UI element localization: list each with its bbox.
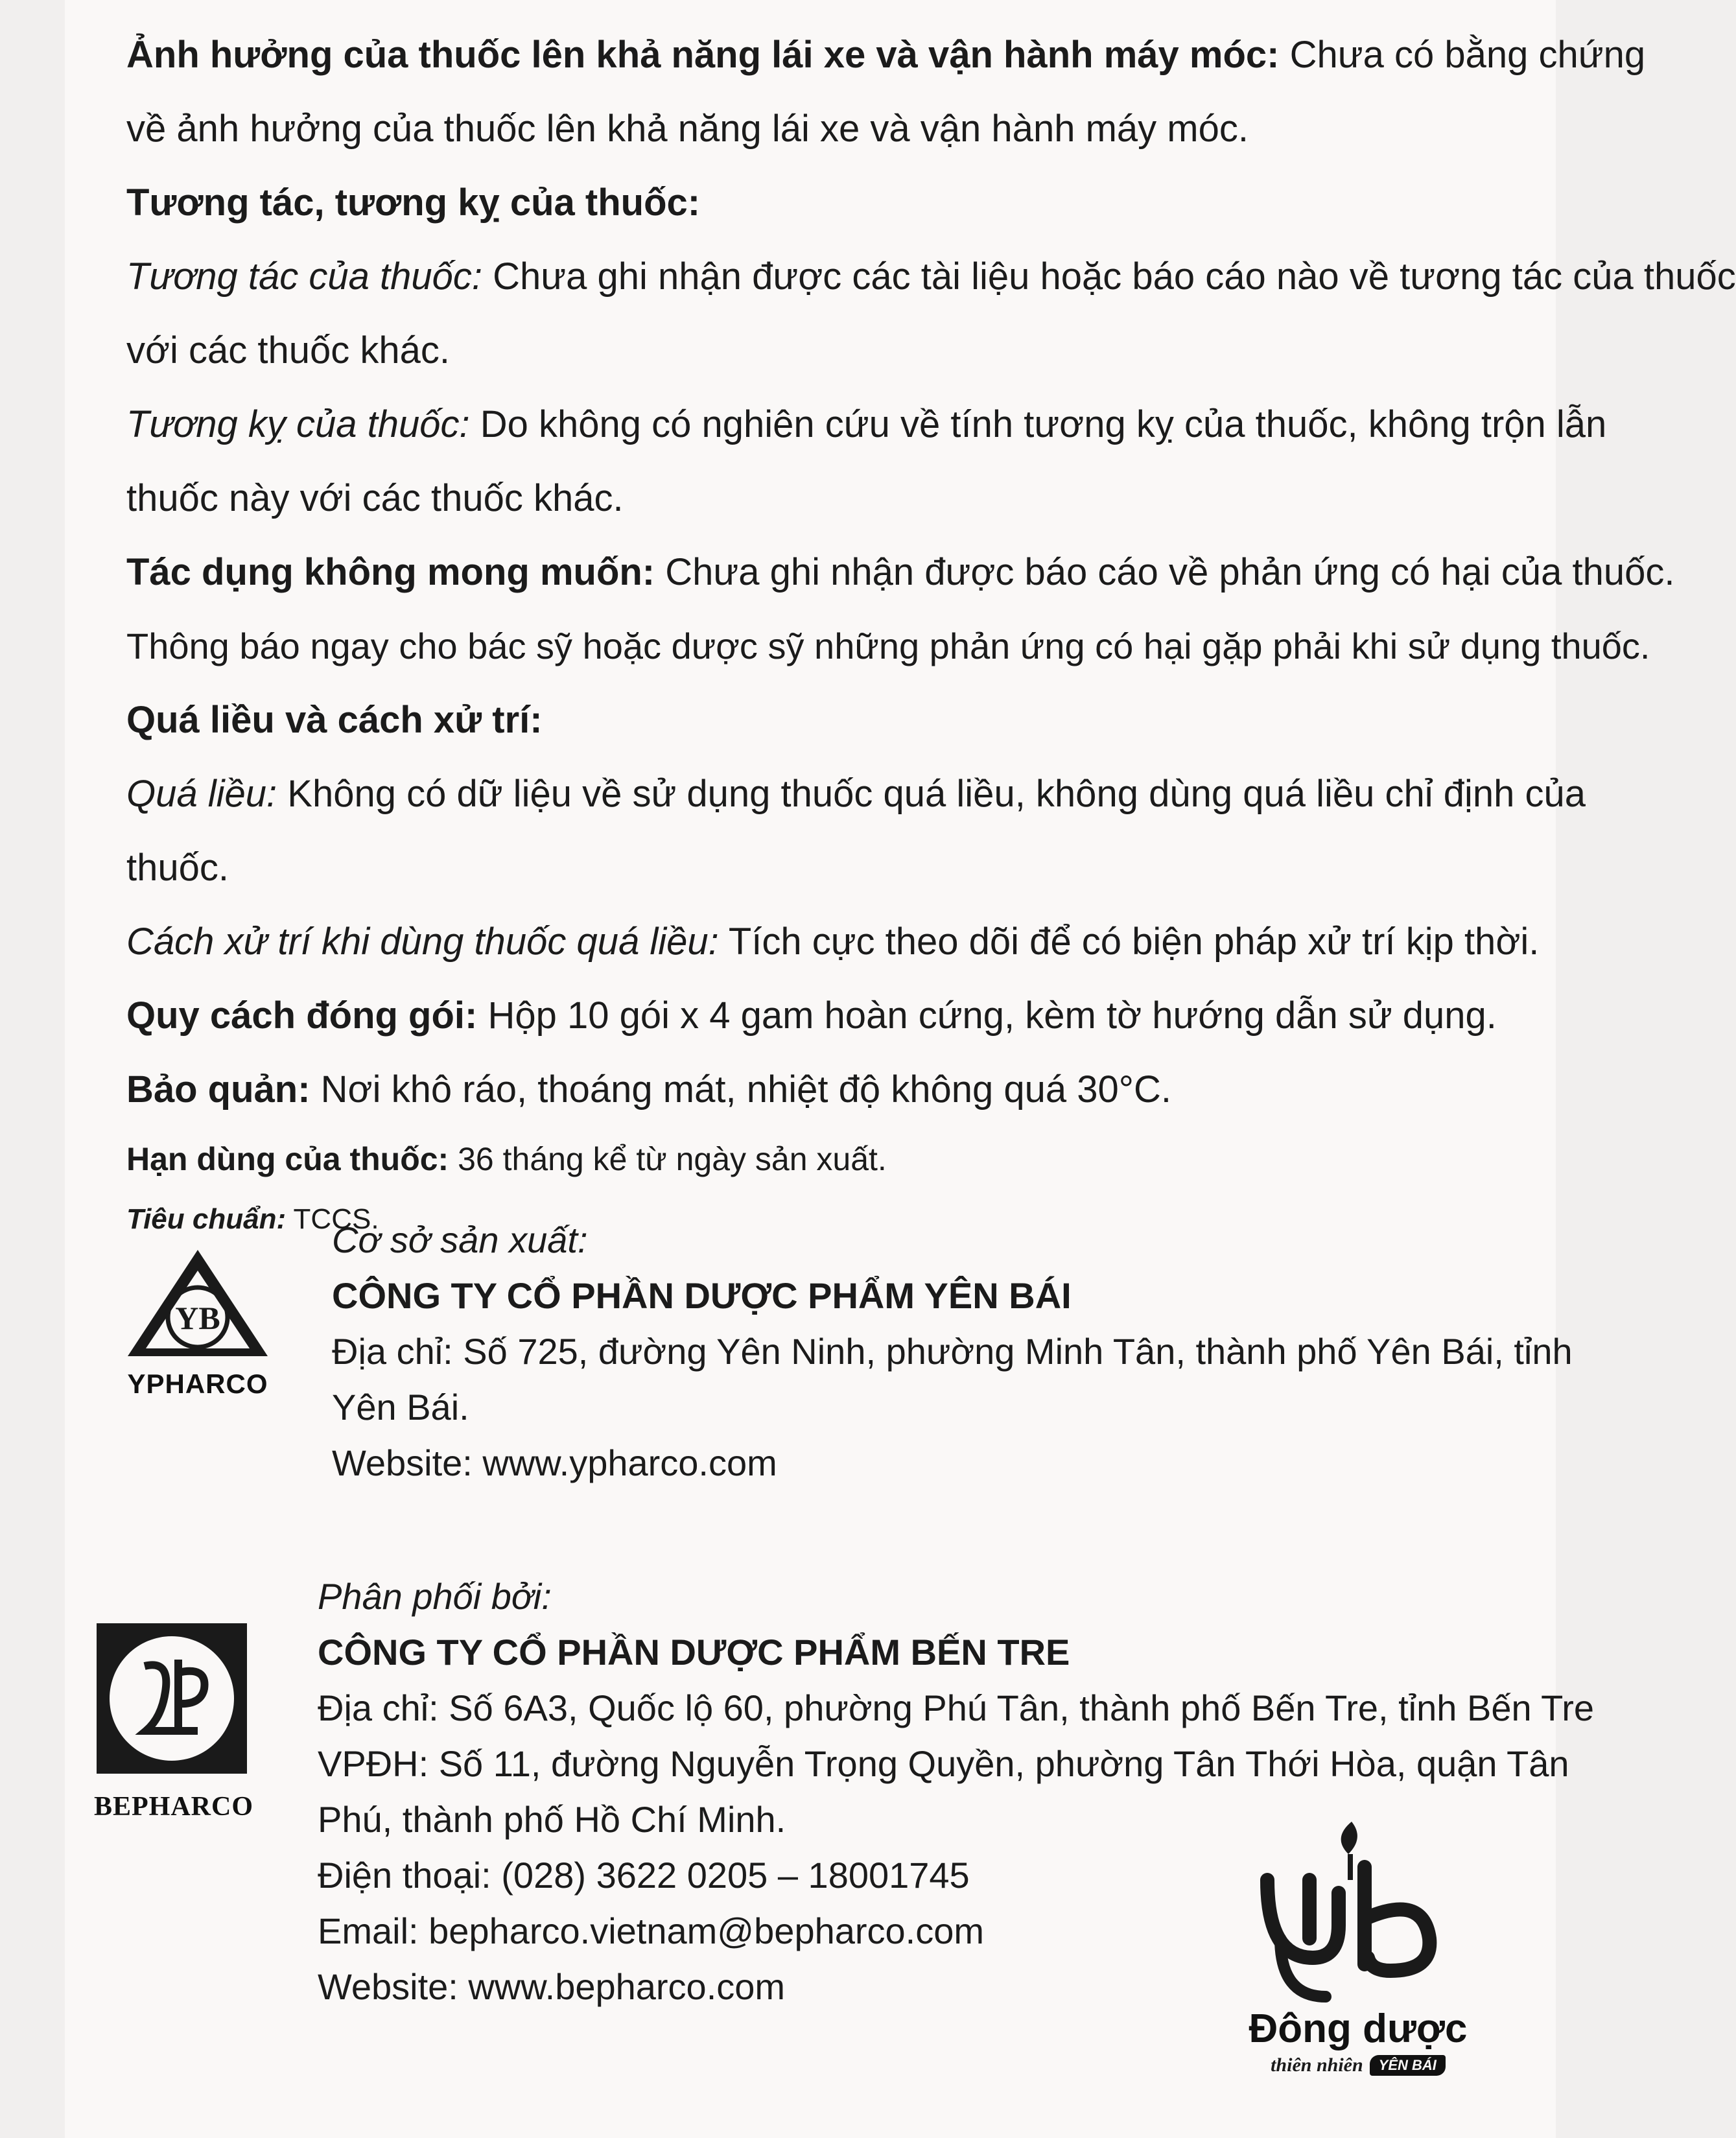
standard-label: Tiêu chuẩn:: [126, 1203, 287, 1235]
driving-line-1: [126, 18, 1646, 92]
bepharco-label: BEPHARCO: [94, 1792, 254, 1822]
side-effects-label: Tác dụng không mong muốn:: [126, 551, 655, 593]
overdose-line-2: thuốc.: [126, 847, 229, 889]
manufacturer-address-1: Địa chỉ: Số 725, đường Yên Ninh, phường Minh Tân, thành phố Yên Bái, tỉnh: [332, 1331, 1573, 1372]
standard-text: TCCS.: [293, 1203, 379, 1235]
distributor-email: Email: bepharco.vietnam@bepharco.com: [318, 1910, 985, 1951]
storage-line: [126, 1053, 1514, 1127]
bepharco-logo: [94, 1621, 254, 1828]
dong-duoc-tagline: thiên nhiên: [1271, 2054, 1363, 2076]
ypharco-mark: YB: [175, 1300, 220, 1336]
incompat-text: Do không có nghiên cứu về tính tương kỵ của thuốc, không trộn lẫn: [480, 403, 1607, 445]
interactions-heading: Tương tác, tương kỵ của thuốc:: [126, 182, 701, 224]
side-effects-text: Chưa ghi nhận được báo cáo về phản ứng có hại của thuốc.: [665, 551, 1675, 593]
shelf-life-text: 36 tháng kể từ ngày sản xuất.: [458, 1141, 887, 1177]
overdose-line-1: [126, 757, 1586, 831]
distributor-company: CÔNG TY CỔ PHẦN DƯỢC PHẨM BẾN TRE: [318, 1632, 1070, 1673]
driving-text: Chưa có bằng chứng: [1289, 34, 1646, 76]
distributor-address: Địa chỉ: Số 6A3, Quốc lộ 60, phường Phú Tân, thành phố Bến Tre, tỉnh Bến Tre: [318, 1687, 1595, 1728]
dong-duoc-name: Đông dược: [1249, 2006, 1468, 2051]
driving-label: Ảnh hưởng của thuốc lên khả năng lái xe và vận hành máy móc:: [126, 34, 1280, 76]
distributor-website: Website: www.bepharco.com: [318, 1966, 786, 2007]
distributor-office-1: VPĐH: Số 11, đường Nguyễn Trọng Quyền, phường Tân Thới Hòa, quận Tân: [318, 1743, 1569, 1784]
interaction-line-2: với các thuốc khác.: [126, 329, 451, 371]
incompat-label: Tương kỵ của thuốc:: [126, 403, 470, 445]
handling-text: Tích cực theo dõi để có biện pháp xử trí kịp thời.: [728, 921, 1540, 963]
ypharco-label: YPHARCO: [127, 1369, 268, 1399]
side-effects-line-1: [126, 535, 1675, 609]
manufacturer-company: CÔNG TY CỔ PHẦN DƯỢC PHẨM YÊN BÁI: [332, 1275, 1072, 1316]
leaflet-content: [126, 18, 1736, 1247]
shelf-life-label: Hạn dùng của thuốc:: [126, 1141, 449, 1177]
interaction-text: Chưa ghi nhận được các tài liệu hoặc báo cáo nào về tương tác của thuốc: [493, 255, 1736, 298]
dong-duoc-emblem-icon: [1241, 1809, 1475, 2003]
distributor-phone: Điện thoại: (028) 3622 0205 – 18001745: [318, 1855, 970, 1896]
manufacturer-heading: Cơ sở sản xuất:: [332, 1219, 588, 1260]
overdose-label: Quá liều:: [126, 773, 277, 815]
overdose-text: Không có dữ liệu về sử dụng thuốc quá liều, không dùng quá liều chỉ định của: [287, 773, 1586, 815]
driving-line-2: về ảnh hưởng của thuốc lên khả năng lái xe và vận hành máy móc.: [126, 108, 1249, 150]
storage-text: Nơi khô ráo, thoáng mát, nhiệt độ không quá 30°C.: [320, 1068, 1171, 1110]
manufacturer-block: [332, 1212, 1573, 1491]
manufacturer-website: Website: www.ypharco.com: [332, 1442, 777, 1483]
incompat-line-1: [126, 388, 1607, 462]
ypharco-logo: [120, 1245, 276, 1400]
ypharco-emblem-icon: [120, 1245, 276, 1361]
distributor-heading: Phân phối bởi:: [318, 1576, 552, 1617]
dong-duoc-badge: YÊN BÁI: [1370, 2055, 1446, 2076]
packaging-label: Quy cách đóng gói:: [126, 994, 478, 1037]
packaging-line: [126, 979, 1514, 1053]
dong-duoc-tagline-row: [1241, 2054, 1475, 2076]
handling-line: [126, 905, 1540, 979]
bepharco-emblem-icon: [94, 1621, 250, 1776]
handling-label: Cách xử trí khi dùng thuốc quá liều:: [126, 921, 719, 963]
interaction-line-1: [126, 240, 1736, 314]
shelf-life-line: [126, 1127, 1514, 1192]
distributor-office-2: Phú, thành phố Hồ Chí Minh.: [318, 1799, 786, 1840]
side-effects-line-2: Thông báo ngay cho bác sỹ hoặc dược sỹ những phản ứng có hại gặp phải khi sử dụng thuốc.: [126, 626, 1650, 666]
manufacturer-address-2: Yên Bái.: [332, 1387, 469, 1427]
dong-duoc-logo: [1241, 1809, 1475, 2081]
storage-label: Bảo quản:: [126, 1068, 311, 1110]
overdose-heading: Quá liều và cách xử trí:: [126, 699, 543, 741]
packaging-text: Hộp 10 gói x 4 gam hoàn cứng, kèm tờ hướng dẫn sử dụng.: [487, 994, 1497, 1037]
incompat-line-2: thuốc này với các thuốc khác.: [126, 477, 624, 519]
interaction-label: Tương tác của thuốc:: [126, 255, 482, 298]
